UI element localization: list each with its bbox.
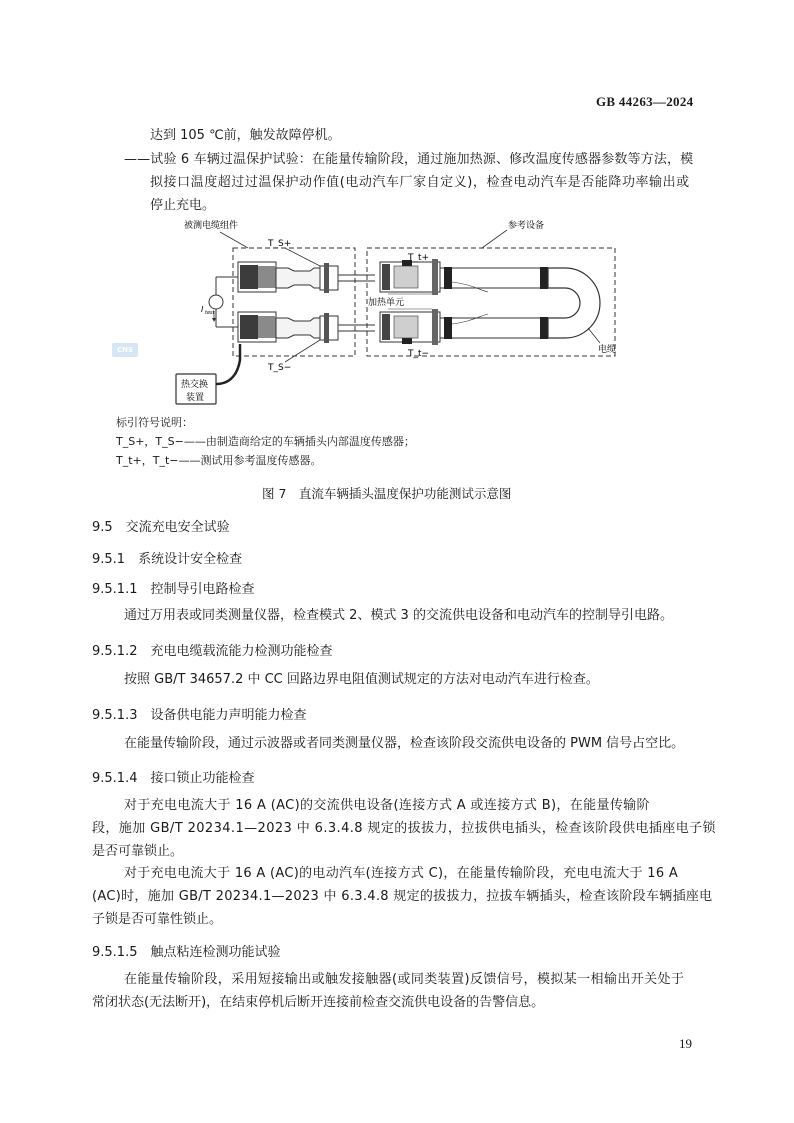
label-heat-exchanger-1: 热交换 (181, 380, 209, 390)
section-9-5-1-3-body: 在能量传输阶段，通过示波器或者同类测量仪器，检查该阶段交流供电设备的 PWM 信号占空比。 (124, 736, 685, 751)
section-9-5-1-heading: 9.5.1 系统设计安全检查 (92, 552, 243, 567)
section-9-5-1-4-p2-line3: 子锁是否可靠性锁止。 (92, 912, 223, 927)
test6-item-line2: 拟接口温度超过过温保护动作值(电动汽车厂家自定义)，检查电动汽车是否能降功率输出或 (150, 175, 690, 190)
label-ts-plus: T_S+ (268, 239, 292, 249)
standard-number: GB 44263—2024 (596, 94, 694, 109)
legend-line-1: T_S+，T_S−——由制造商给定的车辆插头内部温度传感器； (116, 435, 415, 448)
section-9-5-1-4-p2-line2: (AC)时，施加 GB/T 20234.1—2023 中 6.3.4.8 规定的拔拔力，拉拔车辆插头，检查该阶段车辆插座电 (92, 889, 713, 904)
section-9-5-1-4-heading: 9.5.1.4 接口锁止功能检查 (92, 771, 255, 786)
legend-line-2: T_t+，T_t−——测试用参考温度传感器。 (116, 454, 322, 467)
test6-item-line1: ——试验 6 车辆过温保护试验：在能量传输阶段，通过施加热源、修改温度传感器参数等方法，模 (124, 152, 694, 167)
label-current-sub: test (205, 310, 215, 316)
section-9-5-1-1-body: 通过万用表或同类测量仪器，检查模式 2、模式 3 的交流供电设备和电动汽车的控制导引电路。 (124, 608, 673, 623)
label-tt-plus: T_t+ (408, 253, 430, 263)
section-9-5-1-5-line2: 常闭状态(无法断开)，在结束停机后断开连接前检查交流供电设备的告警信息。 (92, 995, 545, 1010)
section-9-5-1-4-p1-line3: 是否可靠锁止。 (92, 844, 184, 859)
label-reference-equipment: 参考设备 (508, 221, 545, 231)
section-9-5-heading: 9.5 交流充电安全试验 (92, 520, 230, 535)
label-heat-exchanger-2: 装置 (186, 393, 205, 403)
label-tt-minus: T_t− (408, 349, 430, 359)
section-9-5-1-4-p1-line1: 对于充电电流大于 16 A (AC)的交流供电设备(连接方式 A 或连接方式 B)，在能量传输阶 (124, 798, 650, 813)
label-cable-assembly: 被测电缆组件 (184, 221, 239, 231)
section-9-5-1-3-heading: 9.5.1.3 设备供电能力声明能力检查 (92, 708, 307, 723)
test6-item-line3: 停止充电。 (150, 198, 216, 213)
watermark-logo: CNS (112, 343, 138, 357)
section-9-5-1-2-heading: 9.5.1.2 充电电缆载流能力检测功能检查 (92, 644, 333, 659)
section-9-5-1-4-p1-line2: 段，施加 GB/T 20234.1—2023 中 6.3.4.8 规定的拔拔力，拉拔供电插头，检查该阶段供电插座电子锁 (92, 821, 716, 836)
legend-title: 标引符号说明： (116, 416, 193, 429)
label-heater: 加热单元 (368, 298, 405, 308)
figure-caption: 图 7 直流车辆插头温度保护功能测试示意图 (262, 486, 512, 501)
section-9-5-1-4-p2-line1: 对于充电电流大于 16 A (AC)的电动汽车(连接方式 C)，在能量传输阶段，充电电流大于 16 A (124, 866, 679, 881)
section-9-5-1-5-line1: 在能量传输阶段，采用短接输出或触发接触器(或同类装置)反馈信号，模拟某一相输出开关处于 (124, 972, 685, 987)
page-number: 19 (679, 1036, 692, 1051)
label-ts-minus: T_S− (268, 363, 292, 373)
label-current: I (201, 305, 204, 314)
section-9-5-1-5-heading: 9.5.1.5 触点粘连检测功能试验 (92, 945, 281, 960)
u-cable (548, 268, 600, 338)
section-9-5-1-1-heading: 9.5.1.1 控制导引电路检查 (92, 582, 255, 597)
intro-line: 达到 105 ℃前，触发故障停机。 (150, 128, 341, 143)
section-9-5-1-2-body: 按照 GB/T 34657.2 中 CC 回路边界电阻值测试规定的方法对电动汽车进行检查。 (124, 672, 599, 687)
label-cable: 电缆 (598, 345, 617, 355)
current-source-icon (209, 295, 223, 309)
figure-7-diagram (170, 212, 630, 412)
